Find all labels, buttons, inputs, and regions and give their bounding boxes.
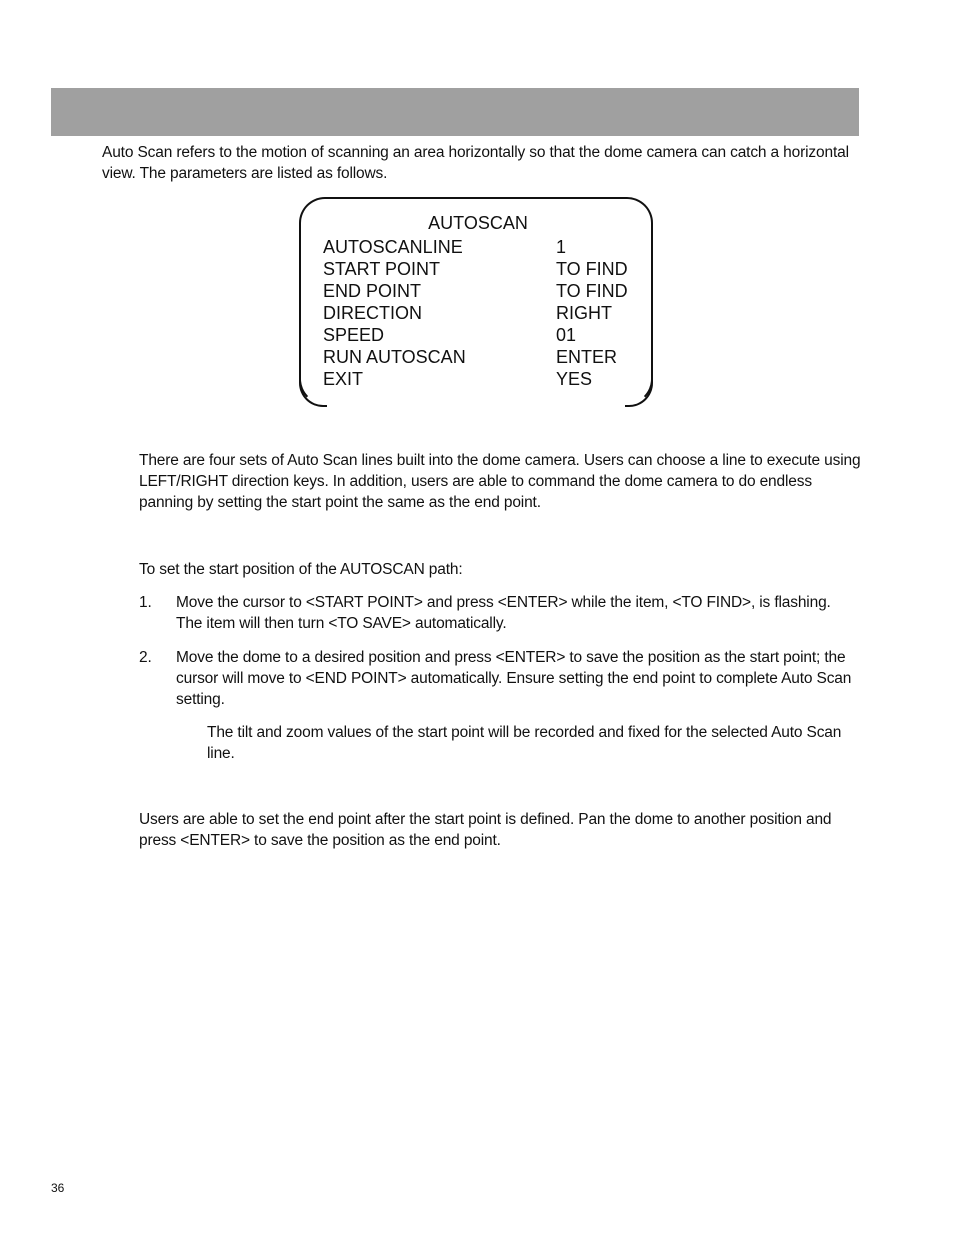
osd-row-value: TO FIND: [556, 259, 628, 279]
osd-row-label: EXIT: [323, 369, 364, 389]
autoscan-lines-paragraph: There are four sets of Auto Scan lines built into the dome camera. Users can choose a line to execute using LEFT/RIGHT direction keys. In addition, users are able to command the dome camera to do endless panning by setting the start point the same as the end point.: [139, 452, 861, 511]
osd-row-value: YES: [556, 369, 593, 389]
section-header-bar: [51, 88, 859, 136]
osd-row-label: DIRECTION: [323, 303, 422, 323]
osd-row-label: END POINT: [323, 281, 422, 301]
end-point-paragraph: Users are able to set the end point after the start point is defined. Pan the dome to another position and press <ENTER> to save the position as the end point.: [139, 811, 832, 849]
step-text: Move the dome to a desired position and press <ENTER> to save the position as the start point; the cursor will move to <END POINT> automatically. Ensure setting the end point to complete Auto Scan setting.: [176, 649, 852, 708]
osd-frame-corner: [625, 380, 653, 407]
osd-row-label: AUTOSCANLINE: [323, 237, 463, 257]
step-number: 2.: [139, 649, 152, 666]
start-point-intro: To set the start position of the AUTOSCAN path:: [139, 561, 463, 578]
step-text: Move the cursor to <START POINT> and press <ENTER> while the item, <TO FIND>, is flashing. The item will then turn <TO SAVE> automatically.: [176, 594, 831, 632]
page-number: 36: [51, 1181, 65, 1195]
osd-row-value: TO FIND: [556, 281, 628, 301]
osd-row-value: 1: [556, 237, 567, 257]
osd-row-value: 01: [556, 325, 577, 345]
note-paragraph: The tilt and zoom values of the start point will be recorded and fixed for the selected Auto Scan line.: [207, 724, 842, 762]
osd-frame-corner: [299, 380, 327, 407]
osd-row-label: SPEED: [323, 325, 385, 345]
osd-row-label: START POINT: [323, 259, 441, 279]
step-number: 1.: [139, 594, 152, 611]
osd-row-label: RUN AUTOSCAN: [323, 347, 466, 367]
osd-row-value: RIGHT: [556, 303, 612, 323]
osd-menu-title: AUTOSCAN: [428, 213, 528, 233]
autoscan-osd-menu: [299, 197, 653, 405]
osd-row-value: ENTER: [556, 347, 618, 367]
intro-paragraph: Auto Scan refers to the motion of scanning an area horizontally so that the dome camera can catch a horizontal view. The parameters are listed as follows.: [102, 144, 849, 182]
